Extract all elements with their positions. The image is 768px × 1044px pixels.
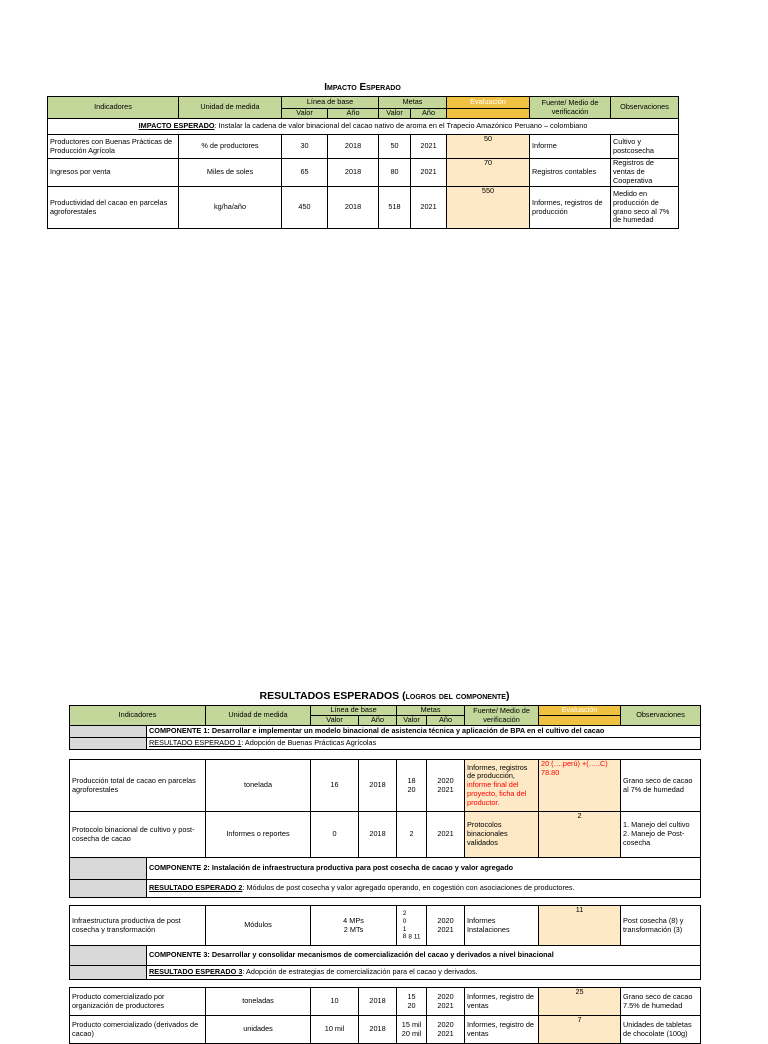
cell-meta-valor bbox=[397, 1016, 427, 1044]
grey-cell bbox=[70, 966, 147, 980]
header-evaluacion-sub bbox=[447, 109, 530, 119]
componente-3: COMPONENTE 3: Desarrollar y consolidar mecanismos de comercialización del cacao y derivados a nivel binacional bbox=[147, 946, 701, 966]
cell-evaluacion: 7 bbox=[539, 1016, 621, 1044]
table-row bbox=[70, 760, 701, 812]
cell-base-valor: 30 bbox=[282, 135, 328, 159]
cell-meta-anio bbox=[427, 988, 465, 1016]
cell-meta-valor bbox=[397, 760, 427, 812]
resultados-title-main: RESULTADOS ESPERADOS bbox=[259, 690, 400, 702]
cell-base-valor: 65 bbox=[282, 159, 328, 187]
meta-anio-2: 2021 bbox=[437, 784, 454, 794]
resultado-1-text: : Adopción de Buenas Prácticas Agrícolas bbox=[241, 738, 377, 748]
componente-1: COMPONENTE 1: Desarrollar e implementar un modelo binacional de asistencia técnica y aplicación de BPA en el cultivo del cacao bbox=[147, 726, 701, 738]
header-unidad: Unidad de medida bbox=[206, 706, 311, 726]
cell-base-valor: 0 bbox=[311, 812, 359, 858]
meta-anio-1: 2020 bbox=[437, 915, 454, 925]
cell-indicador: Producción total de cacao en parcelas agroforestales bbox=[70, 760, 206, 812]
cell-evaluacion: 50 bbox=[447, 135, 530, 159]
cell-meta-anio bbox=[427, 1016, 465, 1044]
cell-evaluacion: 2 bbox=[539, 812, 621, 858]
header-observaciones: Observaciones bbox=[611, 97, 679, 119]
base-anio-vertical: 2 0 1 8 bbox=[402, 909, 407, 941]
cell-base-anio: 2018 bbox=[328, 159, 379, 187]
table-row bbox=[70, 812, 701, 858]
spacer bbox=[70, 898, 701, 906]
impacto-section-label: IMPACTO ESPERADO bbox=[138, 121, 215, 131]
spacer bbox=[70, 980, 701, 988]
header-indicadores: Indicadores bbox=[70, 706, 206, 726]
header-metas: Metas bbox=[397, 706, 465, 716]
cell-meta-valor: 518 bbox=[379, 187, 411, 229]
header-metas: Metas bbox=[379, 97, 447, 109]
cell-base-valor: 16 bbox=[311, 760, 359, 812]
meta-anio-2: 2021 bbox=[437, 1028, 454, 1038]
table-row bbox=[70, 1016, 701, 1044]
cell-observaciones: Post cosecha (8) y transformación (3) bbox=[621, 906, 701, 946]
meta-anio-2: 2021 bbox=[437, 1000, 454, 1010]
cell-fuente: Informes, registros de producción bbox=[530, 187, 611, 229]
impacto-section-text: : Instalar la cadena de valor binacional del cacao nativo de aroma en el Trapecio Amazónico Peruano – colombiano bbox=[214, 121, 588, 131]
cell-base-anio: 2018 bbox=[359, 812, 397, 858]
cell-indicador: Productores con Buenas Prácticas de Producción Agrícola bbox=[48, 135, 179, 159]
obs-item-2: 2. Manejo de Post-cosecha bbox=[623, 829, 685, 847]
impacto-section-row bbox=[48, 119, 679, 135]
meta-valor-2: 20 bbox=[407, 1000, 416, 1010]
cell-indicador: Ingresos por venta bbox=[48, 159, 179, 187]
meta-valor-2: 11 bbox=[413, 933, 421, 941]
fuente-2: Instalaciones bbox=[467, 924, 510, 934]
cell-evaluacion: 25 bbox=[539, 988, 621, 1016]
cell-fuente bbox=[465, 760, 539, 812]
cell-unidad: tonelada bbox=[206, 760, 311, 812]
table-row bbox=[48, 159, 679, 187]
cell-meta-valor bbox=[397, 906, 427, 946]
meta-anio-1: 2020 bbox=[437, 1019, 454, 1029]
header-indicadores: Indicadores bbox=[48, 97, 179, 119]
resultados-title-sub: (logros del componente) bbox=[402, 690, 510, 702]
cell-evaluacion: 20 (….perú) +(…..C) 78.80 bbox=[539, 760, 621, 812]
resultados-table bbox=[69, 705, 701, 1044]
cell-evaluacion: 11 bbox=[539, 906, 621, 946]
header-valor: Valor bbox=[282, 109, 328, 119]
cell-meta-anio bbox=[427, 906, 465, 946]
header-evaluacion-sub bbox=[539, 716, 621, 726]
cell-fuente: Informe bbox=[530, 135, 611, 159]
cell-meta-valor: 50 bbox=[379, 135, 411, 159]
header-fuente: Fuente/ Medio de verificación bbox=[530, 97, 611, 119]
meta-valor-1: 15 mil bbox=[401, 1019, 422, 1029]
meta-valor-1: 18 bbox=[407, 775, 416, 785]
grey-cell bbox=[70, 726, 147, 738]
cell-evaluacion: 70 bbox=[447, 159, 530, 187]
cell-base-anio: 2018 bbox=[359, 988, 397, 1016]
cell-meta-anio: 2021 bbox=[427, 812, 465, 858]
header-evaluacion: Evaluación bbox=[447, 97, 530, 109]
cell-base-valor: 10 mil bbox=[311, 1016, 359, 1044]
header-anio: Año bbox=[427, 716, 465, 726]
cell-fuente bbox=[465, 906, 539, 946]
cell-indicador: Infraestructura productiva de post cosecha y transformación bbox=[70, 906, 206, 946]
fuente-1: Informes bbox=[467, 915, 496, 925]
cell-base-valor: 450 bbox=[282, 187, 328, 229]
cell-indicador: Protocolo binacional de cultivo y post-cosecha de cacao bbox=[70, 812, 206, 858]
meta-anio-1: 2020 bbox=[437, 775, 454, 785]
cell-unidad: toneladas bbox=[206, 988, 311, 1016]
cell-observaciones: Registros de ventas de Cooperativa bbox=[611, 159, 679, 187]
cell-meta-anio: 2021 bbox=[411, 135, 447, 159]
cell-unidad: unidades bbox=[206, 1016, 311, 1044]
header-anio: Año bbox=[328, 109, 379, 119]
resultado-esperado-3 bbox=[147, 966, 701, 980]
cell-observaciones bbox=[621, 812, 701, 858]
cell-base-anio: 2018 bbox=[359, 1016, 397, 1044]
cell-unidad: kg/ha/año bbox=[179, 187, 282, 229]
cell-meta-anio bbox=[427, 760, 465, 812]
resultado-2-label: RESULTADO ESPERADO 2 bbox=[149, 883, 243, 893]
impacto-title: Impacto Esperado bbox=[324, 82, 401, 93]
resultado-esperado-1 bbox=[147, 738, 701, 750]
componente-2: COMPONENTE 2: Instalación de infraestructura productiva para post cosecha de cacao y valor agregado bbox=[147, 858, 701, 880]
header-valor: Valor bbox=[397, 716, 427, 726]
header-linea-base: Línea de base bbox=[282, 97, 379, 109]
cell-observaciones: Cultivo y postcosecha bbox=[611, 135, 679, 159]
cell-unidad: % de productores bbox=[179, 135, 282, 159]
cell-observaciones: Medido en producción de grano seco al 7% de humedad bbox=[611, 187, 679, 229]
meta-anio-2: 2021 bbox=[437, 924, 454, 934]
cell-unidad: Miles de soles bbox=[179, 159, 282, 187]
resultado-2-text: : Módulos de post cosecha y valor agregado operando, en cogestión con asociaciones de productores. bbox=[242, 883, 575, 893]
cell-indicador: Producto comercializado (derivados de cacao) bbox=[70, 1016, 206, 1044]
meta-valor-2: 20 mil bbox=[401, 1028, 422, 1038]
cell-evaluacion: 550 bbox=[447, 187, 530, 229]
header-valor: Valor bbox=[311, 716, 359, 726]
table-row bbox=[48, 187, 679, 229]
cell-indicador: Producto comercializado por organización de productores bbox=[70, 988, 206, 1016]
grey-cell bbox=[70, 858, 147, 880]
table-row bbox=[70, 906, 701, 946]
header-linea-base: Línea de base bbox=[311, 706, 397, 716]
cell-meta-valor: 2 bbox=[397, 812, 427, 858]
fuente-red-text: informe final del proyecto, ficha del productor. bbox=[467, 780, 527, 807]
header-anio: Año bbox=[411, 109, 447, 119]
grey-cell bbox=[70, 946, 147, 966]
cell-unidad: Módulos bbox=[206, 906, 311, 946]
meta-anio-1: 2020 bbox=[437, 991, 454, 1001]
cell-indicador: Productividad del cacao en parcelas agroforestales bbox=[48, 187, 179, 229]
resultados-title bbox=[69, 690, 700, 702]
cell-fuente: Protocolos binacionales validados bbox=[465, 812, 539, 858]
meta-valor-2: 20 bbox=[407, 784, 416, 794]
cell-meta-anio: 2021 bbox=[411, 159, 447, 187]
cell-fuente: Informes, registro de ventas bbox=[465, 1016, 539, 1044]
cell-base-anio: 2018 bbox=[328, 187, 379, 229]
header-anio: Año bbox=[359, 716, 397, 726]
cell-fuente: Informes, registro de ventas bbox=[465, 988, 539, 1016]
cell-fuente: Registros contables bbox=[530, 159, 611, 187]
impacto-table bbox=[47, 96, 679, 229]
resultado-1-label: RESULTADO ESPERADO 1 bbox=[149, 738, 242, 748]
table-row bbox=[70, 988, 701, 1016]
meta-valor-1: 15 bbox=[407, 991, 416, 1001]
header-evaluacion: Evaluación bbox=[539, 706, 621, 716]
header-unidad: Unidad de medida bbox=[179, 97, 282, 119]
grey-cell bbox=[70, 738, 147, 750]
meta-valor-1: 8 bbox=[408, 933, 412, 941]
cell-base-valor: 10 bbox=[311, 988, 359, 1016]
cell-observaciones: Grano seco de cacao 7.5% de humedad bbox=[621, 988, 701, 1016]
cell-meta-valor: 80 bbox=[379, 159, 411, 187]
grey-cell bbox=[70, 880, 147, 898]
header-valor: Valor bbox=[379, 109, 411, 119]
cell-observaciones: Unidades de tabletas de chocolate (100g) bbox=[621, 1016, 701, 1044]
header-observaciones: Observaciones bbox=[621, 706, 701, 726]
resultado-3-label: RESULTADO ESPERADO 3 bbox=[149, 967, 243, 977]
spacer bbox=[70, 750, 701, 760]
header-fuente: Fuente/ Medio de verificación bbox=[465, 706, 539, 726]
obs-item-1: 1. Manejo del cultivo bbox=[623, 820, 690, 830]
base-valor-2: 2 MTs bbox=[343, 924, 364, 934]
cell-meta-anio: 2021 bbox=[411, 187, 447, 229]
cell-meta-valor bbox=[397, 988, 427, 1016]
cell-base-anio: 2018 bbox=[328, 135, 379, 159]
fuente-text: Informes, registros de producción, bbox=[467, 762, 528, 781]
table-row bbox=[48, 135, 679, 159]
cell-unidad: Informes o reportes bbox=[206, 812, 311, 858]
base-valor-1: 4 MPs bbox=[343, 915, 364, 925]
cell-base-valor bbox=[311, 906, 397, 946]
resultado-esperado-2 bbox=[147, 880, 701, 898]
resultado-3-text: : Adopción de estrategias de comercialización para el cacao y derivados. bbox=[242, 967, 478, 977]
cell-observaciones: Grano seco de cacao al 7% de humedad bbox=[621, 760, 701, 812]
cell-base-anio: 2018 bbox=[359, 760, 397, 812]
